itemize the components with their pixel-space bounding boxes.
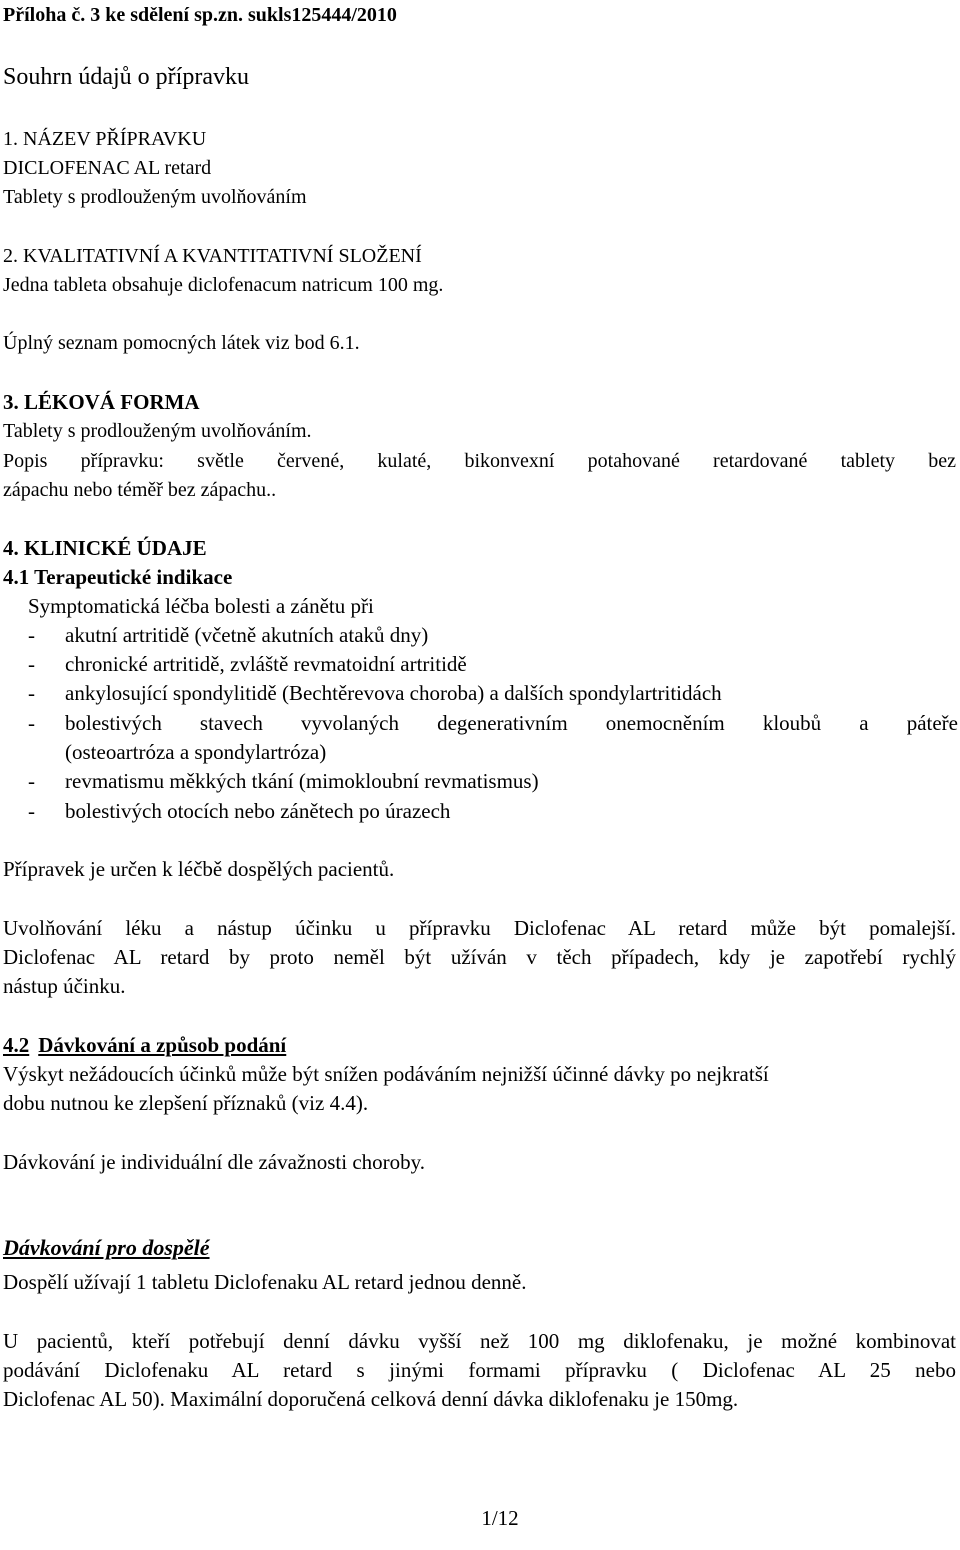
list-bullet: - [28,799,35,823]
list-item-text: bolestivých stavech vyvolaných degenerativním onemocněním kloubů a páteře [65,711,958,735]
list-item-text: akutní artritidě (včetně akutních ataků dny) [65,623,429,647]
section-4-heading: 4. KLINICKÉ ÚDAJE [3,536,207,560]
list-bullet: - [28,769,35,793]
release-paragraph-line-3: nástup účinku. [3,974,126,998]
list-item-text: ankylosující spondylitidě (Bechtěrevova choroba) a dalších spondylartritidách [65,681,722,705]
list-item-text: bolestivých otocích nebo zánětech po úrazech [65,799,451,823]
composition-text: Jedna tableta obsahuje diclofenacum natricum 100 mg. [3,274,444,296]
combination-line-1: U pacientů, kteří potřebují denní dávku vyšší než 100 mg diklofenaku, je možné kombinovat [3,1329,956,1353]
excipients-text: Úplný seznam pomocných látek viz bod 6.1. [3,332,360,354]
combination-line-3: Diclofenac AL 50). Maximální doporučená celková denní dávka diklofenaku je 150mg. [3,1387,739,1411]
individual-dosing-text: Dávkování je individuální dle závažnosti choroby. [3,1150,426,1174]
page-number: 1/12 [481,1506,519,1530]
section-1-heading: 1. NÁZEV PŘÍPRAVKU [3,128,207,150]
list-item-text: chronické artritidě, zvláště revmatoidní artritidě [65,652,467,676]
list-bullet: - [28,652,35,676]
side-effects-line-2: dobu nutnou ke zlepšení příznaků (viz 4.4). [3,1091,369,1115]
header-reference: Příloha č. 3 ke sdělení sp.zn. sukls125444/2010 [3,4,397,26]
list-item-text: revmatismu měkkých tkání (mimokloubní revmatismus) [65,769,539,793]
description-line-1: Popis přípravku: světle červené, kulaté, bikonvexní potahované retardované tablety bez [3,450,956,472]
combination-line-2: podávání Diclofenaku AL retard s jinými formami přípravku ( Diclofenac AL 25 nebo [3,1358,956,1382]
subsection-4-2-title: Dávkování a způsob podání [38,1033,287,1057]
side-effects-line-1: Výskyt nežádoucích účinků může být snížen podáváním nejnižší účinné dávky po nejkratší [3,1062,769,1086]
list-item-continuation: (osteoartróza a spondylartróza) [65,740,327,764]
product-form: Tablety s prodlouženým uvolňováním [3,186,307,208]
document-title: Souhrn údajů o přípravku [3,64,249,90]
product-name: DICLOFENAC AL retard [3,157,212,179]
adult-dosing-heading: Dávkování pro dospělé [3,1235,210,1260]
release-paragraph-line-1: Uvolňování léku a nástup účinku u přípravku Diclofenac AL retard může být pomalejší. [3,916,956,940]
release-paragraph-line-2: Diclofenac AL retard by proto neměl být užíván v těch případech, kdy je zapotřebí rychlý [3,945,956,969]
section-3-heading: 3. LÉKOVÁ FORMA [3,390,200,414]
description-line-2: zápachu nebo téměř bez zápachu.. [3,479,277,501]
subsection-4-2-number: 4.2 [3,1033,30,1057]
adult-dosing-text: Dospělí užívají 1 tabletu Diclofenaku AL retard jednou denně. [3,1270,527,1294]
section-2-heading: 2. KVALITATIVNÍ A KVANTITATIVNÍ SLOŽENÍ [3,245,422,267]
subsection-4-2-heading [3,1033,286,1057]
dosage-form-text: Tablety s prodlouženým uvolňováním. [3,420,312,442]
subsection-4-1-heading: 4.1 Terapeutické indikace [3,565,233,589]
list-bullet: - [28,711,35,735]
list-bullet: - [28,681,35,705]
list-bullet: - [28,623,35,647]
indications-intro: Symptomatická léčba bolesti a zánětu při [28,594,374,618]
adult-use-paragraph: Přípravek je určen k léčbě dospělých pacientů. [3,857,395,881]
